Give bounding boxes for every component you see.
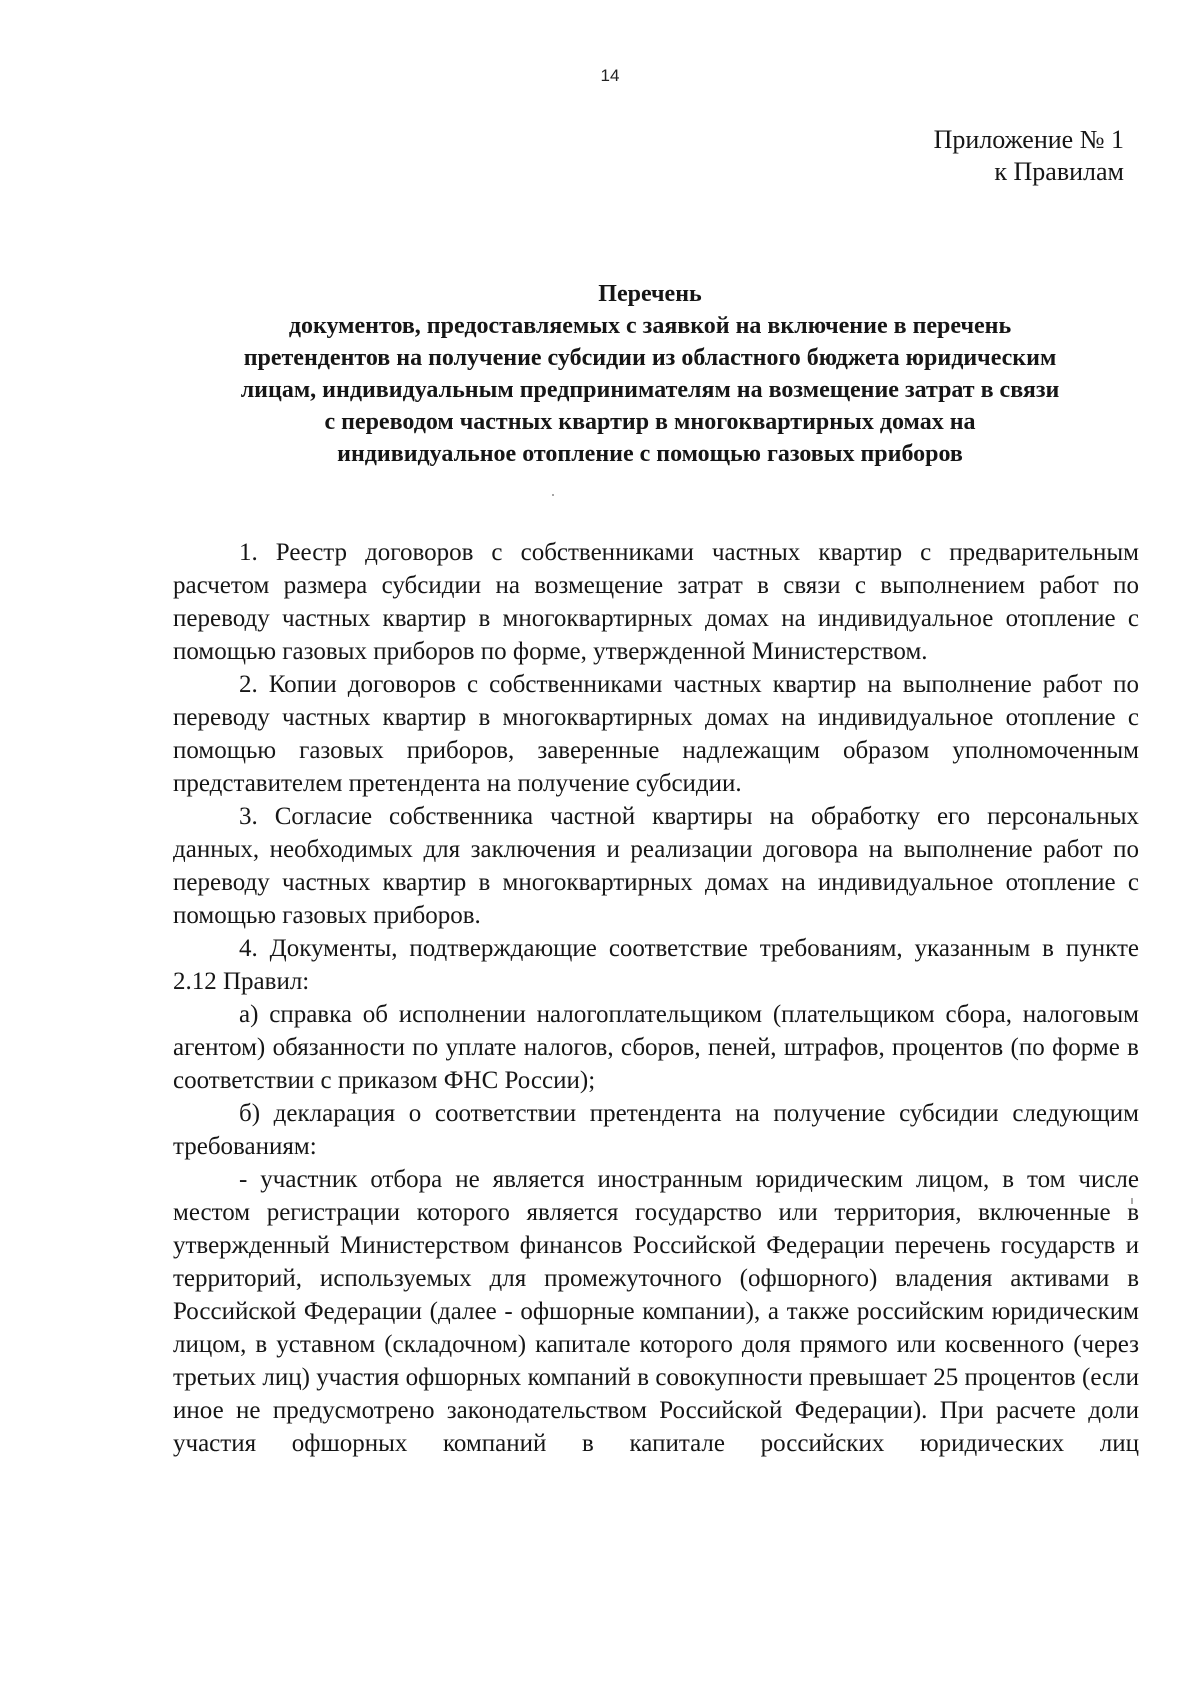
- document-body: [173, 536, 1139, 1460]
- paragraph-requirement: - участник отбора не является иностранным юридическим лицом, в том числе местом регистрации которого является государство или территория, включенные в утвержденный Министерством финансов Российской Федерации перечень государств и территорий, используемых для промежуточного (офшорного) владения активами в Российской Федерации (далее - офшорные компании), а также российским юридическим лицом, в уставном (складочном) капитале которого доля прямого или косвенного (через третьих лиц) участия офшорных компаний в совокупности превышает 25 процентов (если иное не предусмотрено законодательством Российской Федерации). При расчете доли участия офшорных компаний в капитале российских юридических лиц: [173, 1166, 1139, 1457]
- paragraph-item-4: 4. Документы, подтверждающие соответствие требованиям, указанным в пункте 2.12 Правил:: [173, 935, 1139, 995]
- paragraph-item-2: 2. Копии договоров с собственниками частных квартир на выполнение работ по переводу частных квартир в многоквартирных домах на индивидуальное отопление с помощью газовых приборов, заверенные надлежащим образом уполномоченным представителем претендента на получение субсидии.: [173, 671, 1139, 797]
- document-title: [150, 278, 1150, 470]
- paragraph-item-3: 3. Согласие собственника частной квартиры на обработку его персональных данных, необходимых для заключения и реализации договора на выполнение работ по переводу частных квартир в многоквартирных домах на индивидуальное отопление с помощью газовых приборов.: [173, 803, 1139, 929]
- scan-speck: [552, 494, 554, 496]
- title-heading: Перечень: [598, 281, 702, 307]
- title-line: лицам, индивидуальным предпринимателям на возмещение затрат в связи: [240, 377, 1060, 403]
- appendix-reference: [934, 124, 1124, 188]
- title-line: с переводом частных квартир в многоквартирных домах на: [324, 409, 976, 435]
- appendix-rules: к Правилам: [994, 157, 1124, 186]
- title-line: индивидуальное отопление с помощью газовых приборов: [337, 441, 963, 467]
- paragraph-item-1: 1. Реестр договоров с собственниками частных квартир с предварительным расчетом размера субсидии на возмещение затрат в связи с выполнением работ по переводу частных квартир в многоквартирных домах на индивидуальное отопление с помощью газовых приборов по форме, утвержденной Министерством.: [173, 539, 1139, 665]
- paragraph-subitem-b: б) декларация о соответствии претендента на получение субсидии следующим требованиям:: [173, 1100, 1139, 1160]
- appendix-number: Приложение № 1: [933, 125, 1124, 154]
- title-line: претендентов на получение субсидии из областного бюджета юридическим: [243, 345, 1057, 371]
- title-line: документов, предоставляемых с заявкой на включение в перечень: [288, 313, 1012, 339]
- paragraph-subitem-a: а) справка об исполнении налогоплательщиком (плательщиком сбора, налоговым агентом) обязанности по уплате налогов, сборов, пеней, штрафов, процентов (по форме в соответствии с приказом ФНС России);: [173, 1001, 1139, 1094]
- page-number: 14: [600, 66, 620, 85]
